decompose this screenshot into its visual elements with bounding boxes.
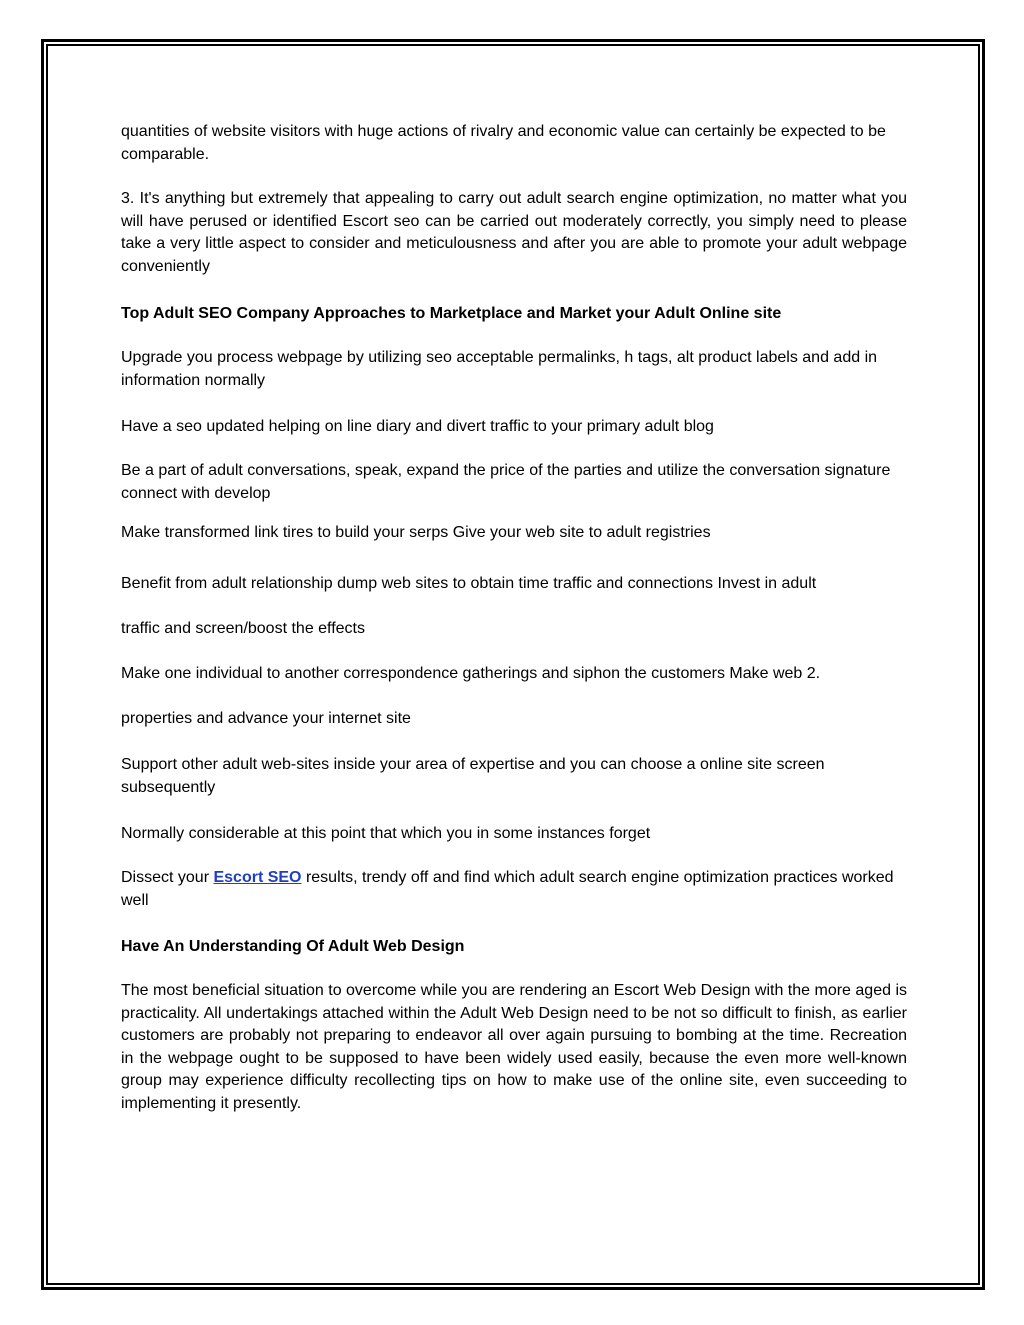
paragraph: traffic and screen/boost the effects [121,620,365,637]
paragraph: Make one individual to another correspondence gatherings and siphon the customers Make web 2. [121,665,821,682]
paragraph-text: Dissect your [121,869,214,886]
paragraph: The most beneficial situation to overcome while you are rendering an Escort Web Design with the more aged is practicality. All undertakings attached within the Adult Web Design need to be not so difficult to finish, as earlier customers are probably not preparing to endeavor all over again pursuing to bombing at the time. Recreation in the webpage ought to be supposed to have been widely used easily, because the even more well-known group may experience difficulty recollecting tips on how to make use of the online site, even succeeding to implementing it presently. [121,982,907,1112]
paragraph: Support other adult web-sites inside your area of expertise and you can choose a online site screen subsequently [121,756,825,796]
paragraph: 3. It's anything but extremely that appealing to carry out adult search engine optimization, no matter what you will have perused or identified Escort seo can be carried out moderately correctly, you simply need to please take a very little aspect to consider and meticulousness and after you are able to promote your adult webpage conveniently [121,190,907,275]
paragraph: quantities of website visitors with huge actions of rivalry and economic value can certainly be expected to be comparable. [121,123,886,163]
escort-seo-link[interactable]: Escort SEO [213,869,302,886]
paragraph-with-link [121,867,907,912]
paragraph: Make transformed link tires to build your serps Give your web site to adult registries [121,524,711,541]
paragraph: properties and advance your internet site [121,710,411,727]
paragraph: Have a seo updated helping on line diary and divert traffic to your primary adult blog [121,418,714,435]
paragraph: Be a part of adult conversations, speak, expand the price of the parties and utilize the conversation signature connect with develop [121,462,891,502]
paragraph: Normally considerable at this point that which you in some instances forget [121,825,651,842]
paragraph: Upgrade you process webpage by utilizing seo acceptable permalinks, h tags, alt product labels and add in information normally [121,349,878,389]
paragraph-text: results, trendy off and find which adult search engine optimization practices worked well [121,869,894,909]
section-heading: Have An Understanding Of Adult Web Design [121,938,465,955]
paragraph: Benefit from adult relationship dump web sites to obtain time traffic and connections Invest in adult [121,575,817,592]
section-heading: Top Adult SEO Company Approaches to Marketplace and Market your Adult Online site [121,305,782,322]
